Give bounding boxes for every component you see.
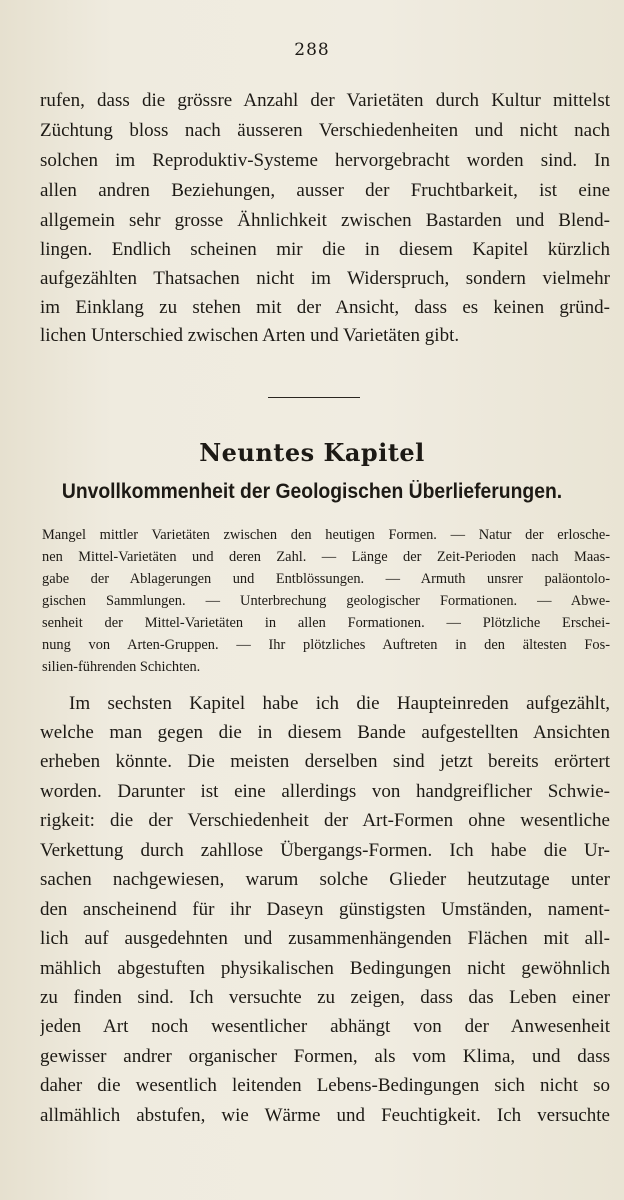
text-line: Im sechsten Kapitel habe ich die Haupteinreden aufgezählt, bbox=[69, 693, 610, 714]
text-line: allen andren Beziehungen, ausser der Fruchtbarkeit, ist eine bbox=[40, 180, 610, 201]
text-line: jeden Art noch wesentlicher abhängt von der Anwesenheit bbox=[40, 1016, 610, 1037]
summary-line: nen Mittel-Varietäten und deren Zahl. — Länge der Zeit-Perioden nach Maas- bbox=[42, 549, 610, 565]
chapter-label: Neuntes Kapitel bbox=[199, 438, 425, 467]
text-line: im Einklang zu stehen mit der Ansicht, dass es keinen gründ- bbox=[40, 297, 610, 318]
text-line: Züchtung bloss nach äusseren Verschiedenheiten und nicht nach bbox=[40, 120, 610, 141]
text-line: solchen im Reproduktiv-Systeme hervorgebracht worden sind. In bbox=[40, 150, 610, 171]
page-number: 288 bbox=[294, 40, 330, 60]
text-line: lingen. Endlich scheinen mir die in diesem Kapitel kürzlich bbox=[40, 239, 610, 260]
summary-line: nung von Arten-Gruppen. — Ihr plötzliches Auftreten in den ältesten Fos- bbox=[42, 637, 610, 653]
text-line: erheben könnte. Die meisten derselben sind jetzt bereits erörtert bbox=[40, 751, 610, 772]
text-line: zu finden sind. Ich versuchte zu zeigen, dass das Leben einer bbox=[40, 987, 610, 1008]
summary-line: gabe der Ablagerungen und Entblössungen. — Armuth unsrer paläontolo- bbox=[42, 571, 610, 587]
text-line: gewisser andrer organischer Formen, als vom Klima, und dass bbox=[40, 1046, 610, 1067]
text-line: daher die wesentlich leitenden Lebens-Bedingungen sich nicht so bbox=[40, 1075, 610, 1096]
text-line: mählich abgestuften physikalischen Bedingungen nicht gewöhnlich bbox=[40, 958, 610, 979]
summary-line: gischen Sammlungen. — Unterbrechung geologischer Formationen. — Abwe- bbox=[42, 593, 610, 609]
text-line: lich auf ausgedehnten und zusammenhängenden Flächen mit all- bbox=[40, 928, 610, 949]
text-line: sachen nachgewiesen, warum solche Glieder heutzutage unter bbox=[40, 869, 610, 890]
summary-line: Mangel mittler Varietäten zwischen den heutigen Formen. — Natur der erlosche- bbox=[42, 527, 610, 543]
text-line: den anscheinend für ihr Daseyn günstigsten Umständen, nament- bbox=[40, 899, 610, 920]
text-line: allgemein sehr grosse Ähnlichkeit zwischen Bastarden und Blend- bbox=[40, 210, 610, 231]
text-line: allmählich abstufen, wie Wärme und Feuchtigkeit. Ich versuchte bbox=[40, 1105, 610, 1126]
text-line: welche man gegen die in diesem Bande aufgestellten Ansichten bbox=[40, 722, 610, 743]
summary-line: senheit der Mittel-Varietäten in allen Formationen. — Plötzliche Erschei- bbox=[42, 615, 610, 631]
text-line: worden. Darunter ist eine allerdings von handgreiflicher Schwie- bbox=[40, 781, 610, 802]
text-line: Verkettung durch zahllose Übergangs-Formen. Ich habe die Ur- bbox=[40, 840, 610, 861]
summary-line: silien-führenden Schichten. bbox=[42, 659, 201, 675]
text-line: aufgezählten Thatsachen nicht im Widerspruch, sondern vielmehr bbox=[40, 268, 610, 289]
text-line: rigkeit: die der Verschiedenheit der Art-Formen ohne wesentliche bbox=[40, 810, 610, 831]
text-line: lichen Unterschied zwischen Arten und Varietäten gibt. bbox=[40, 325, 460, 346]
text-line: rufen, dass die grössre Anzahl der Varietäten durch Kultur mittelst bbox=[40, 90, 610, 111]
section-divider bbox=[268, 397, 360, 398]
chapter-title: Unvollkommenheit der Geologischen Überlieferungen. bbox=[61, 480, 563, 503]
